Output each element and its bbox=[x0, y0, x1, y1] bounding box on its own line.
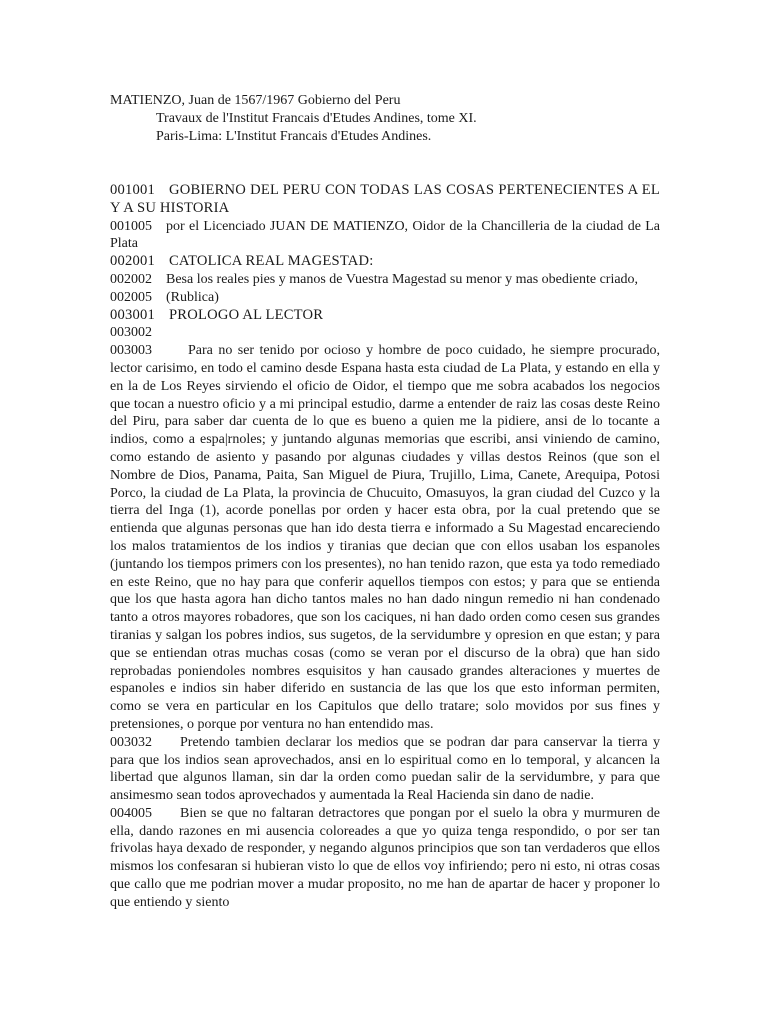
entry-003001: 003001 PROLOGO AL LECTOR bbox=[110, 306, 324, 323]
document-page bbox=[110, 92, 660, 912]
citation-publisher: Paris-Lima: L'Institut Francais d'Etudes Andines. bbox=[156, 129, 432, 144]
entry-002001: 002001 CATOLICA REAL MAGESTAD: bbox=[110, 253, 374, 270]
citation-series: Travaux de l'Institut Francais d'Etudes Andines, tome XI. bbox=[156, 111, 477, 126]
entry-003002: 003002 bbox=[110, 325, 152, 341]
citation-author-title: MATIENZO, Juan de 1567/1967 Gobierno del Peru bbox=[110, 93, 401, 108]
entry-001005: 001005 por el Licenciado JUAN DE MATIENZO, Oidor de la Chancilleria de la ciudad de La Plata bbox=[110, 218, 660, 252]
section-gap bbox=[110, 146, 660, 182]
entry-003032: 003032 Pretendo tambien declarar los medios que se podran dar para canservar la tierra y para que los indios sean aprovechados, ansi en lo espiritual como en lo temporal, y alcancen la libertad que algunos llaman, sin dar la orden como puedan salir de la servidumbre, y para que ansimesmo sean todos aprovechados y aumentada la Real Hacienda sin dano de nadie. bbox=[110, 734, 660, 804]
entry-002005: 002005 (Rublica) bbox=[110, 289, 219, 305]
entry-003003: 003003 Para no ser tenido por ocioso y hombre de poco cuidado, he siempre procurado, lector carisimo, en todo el camino desde Espana hasta esta ciudad de La Plata, y estando en ella y en la de Los Reyes sirviendo el oficio de Oidor, el tiempo que me sobra acabados los negocios que tocan a nuestro oficio y a mi principal estudio, darme a entender de raiz las cosas deste Reino del Piru, para saber dar cuenta de lo que es bueno a quien me la pidiere, ansi de lo tocante a indios, como a espa|rnoles; y juntando algunas memorias que escribi, ansi viniendo de camino, como estando de asiento y pasando por algunas ciudades y villas destos Reinos (que son el Nombre de Dios, Panama, Paita, San Miguel de Piura, Trujillo, Lima, Canete, Arequipa, Potosi Porco, la ciudad de La Plata, la provincia de Chucuito, Omasuyos, la gran ciudad del Cuzco y la tierra del Inga (1), acorde ponellas por orden y hacer esta obra, por la cual pretendo que se entienda que algunas personas que han ido desta tierra e informado a Su Magestad encareciendo los malos tratamientos de los indios y tiranias que decian que con ellos usaban los espanoles (juntando los tiempos primers con los presentes), no han tenido razon, que esta ya todo remediado en este Reino, que no hay para que conferir aquellos tiempos con estos; y para que se entienda que los que hasta agora han dicho tantos males no han dado ningun remedio ni han condenado tanto a otros mayores robadores, que son los caciques, ni han dado orden como cesen sus grandes tiranias y salgan los pobres indios, sus sugetos, de la servidumbre y opresion en que estan; y para que se entiendan otras muchas cosas (como se veran por el discurso de la obra) que han sido reprobadas poniendoles nombres esquisitos y han causado grandes alteraciones y muertes de espanoles e indios sin haber diferido en sustancia de las que los que esto informan permiten, como se vera en particular en los Capitulos que dello tratare; solo movidos por sus fines y pretensiones, o porque por ventura no han entendido mas. bbox=[110, 343, 660, 732]
entry-002002: 002002 Besa los reales pies y manos de Vuestra Magestad su menor y mas obediente criado, bbox=[110, 271, 639, 287]
entry-004005: 004005 Bien se que no faltaran detractores que pongan por el suelo la obra y murmuren de ella, dando razones en mi ausencia coloreades a que yo quiza tenga respondido, o por ser tan frivolas haya dexado de responder, y negando algunos principios que son tan verdaderos que ellos mismos los confesaran si hubieran visto lo que de ellos voy infiriendo; pero ni esto, ni otras cosas que callo que me podrian mover a mudar proposito, no me han de apartar de hacer y proponer lo que entiendo y siento bbox=[110, 805, 660, 910]
entry-001001: 001001 GOBIERNO DEL PERU CON TODAS LAS COSAS PERTENECIENTES A EL Y A SU HISTORIA bbox=[110, 182, 660, 216]
